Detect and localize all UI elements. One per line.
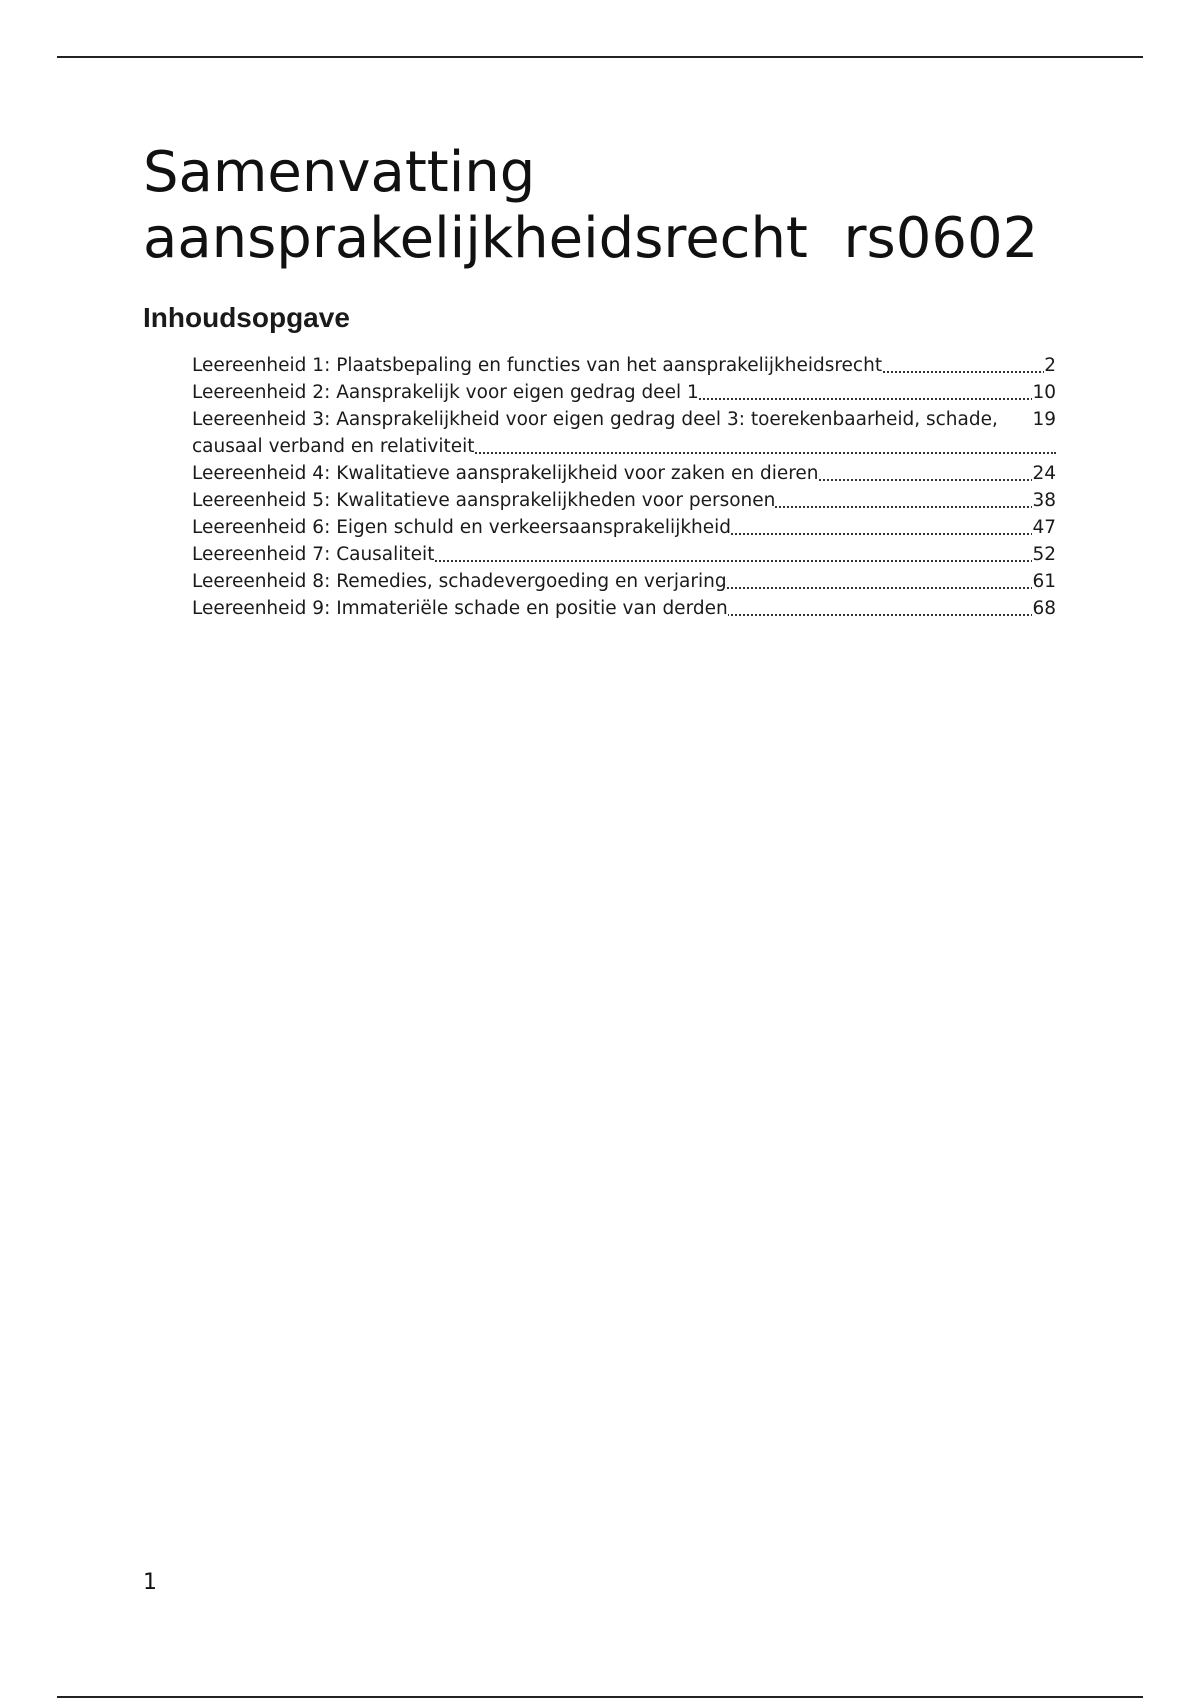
toc-entry-4[interactable] bbox=[192, 460, 1056, 487]
toc-page-number: 19 bbox=[1032, 406, 1056, 433]
toc-page-number: 10 bbox=[1032, 379, 1056, 406]
table-of-contents bbox=[192, 352, 1056, 622]
toc-entry-text: Leereenheid 1: Plaatsbepaling en functies van het aansprakelijkheidsrecht bbox=[192, 355, 883, 376]
toc-entry-7[interactable] bbox=[192, 541, 1056, 568]
toc-entry-text: Leereenheid 9: Immateriële schade en positie van derden bbox=[192, 598, 728, 619]
toc-entry-5[interactable] bbox=[192, 487, 1056, 514]
toc-page-number: 2 bbox=[1044, 352, 1056, 379]
toc-entry-9[interactable] bbox=[192, 595, 1056, 622]
toc-page-number: 47 bbox=[1032, 514, 1056, 541]
toc-entry-3[interactable] bbox=[192, 406, 1056, 460]
toc-entry-8[interactable] bbox=[192, 568, 1056, 595]
title-line-1: Samenvatting bbox=[143, 140, 536, 205]
toc-entry-2[interactable] bbox=[192, 379, 1056, 406]
document-title bbox=[143, 140, 1038, 272]
toc-heading: Inhoudsopgave bbox=[143, 302, 350, 333]
toc-page-number: 52 bbox=[1032, 541, 1056, 568]
header-rule bbox=[57, 56, 1143, 58]
toc-entry-text: Leereenheid 3: Aansprakelijkheid voor eigen gedrag deel 3: toerekenbaarheid, schade, causaal verband en relativiteit bbox=[192, 409, 998, 457]
toc-entry-text: Leereenheid 7: Causaliteit bbox=[192, 544, 435, 565]
toc-page-number: 38 bbox=[1032, 487, 1056, 514]
toc-page-number: 68 bbox=[1032, 595, 1056, 622]
toc-entry-text: Leereenheid 2: Aansprakelijk voor eigen gedrag deel 1 bbox=[192, 382, 699, 403]
toc-page-number: 61 bbox=[1032, 568, 1056, 595]
toc-entry-6[interactable] bbox=[192, 514, 1056, 541]
title-line-2: aansprakelijkheidsrecht rs0602 bbox=[143, 206, 1039, 271]
toc-entry-text: Leereenheid 6: Eigen schuld en verkeersaansprakelijkheid bbox=[192, 517, 732, 538]
toc-page-number: 24 bbox=[1032, 460, 1056, 487]
toc-entry-1[interactable] bbox=[192, 352, 1056, 379]
toc-entry-text: Leereenheid 4: Kwalitatieve aansprakelijkheid voor zaken en dieren bbox=[192, 463, 819, 484]
page-number: 1 bbox=[143, 1570, 157, 1595]
toc-entry-text: Leereenheid 8: Remedies, schadevergoeding en verjaring bbox=[192, 571, 727, 592]
footer-rule bbox=[57, 1696, 1143, 1698]
toc-entry-text: Leereenheid 5: Kwalitatieve aansprakelijkheden voor personen bbox=[192, 490, 776, 511]
